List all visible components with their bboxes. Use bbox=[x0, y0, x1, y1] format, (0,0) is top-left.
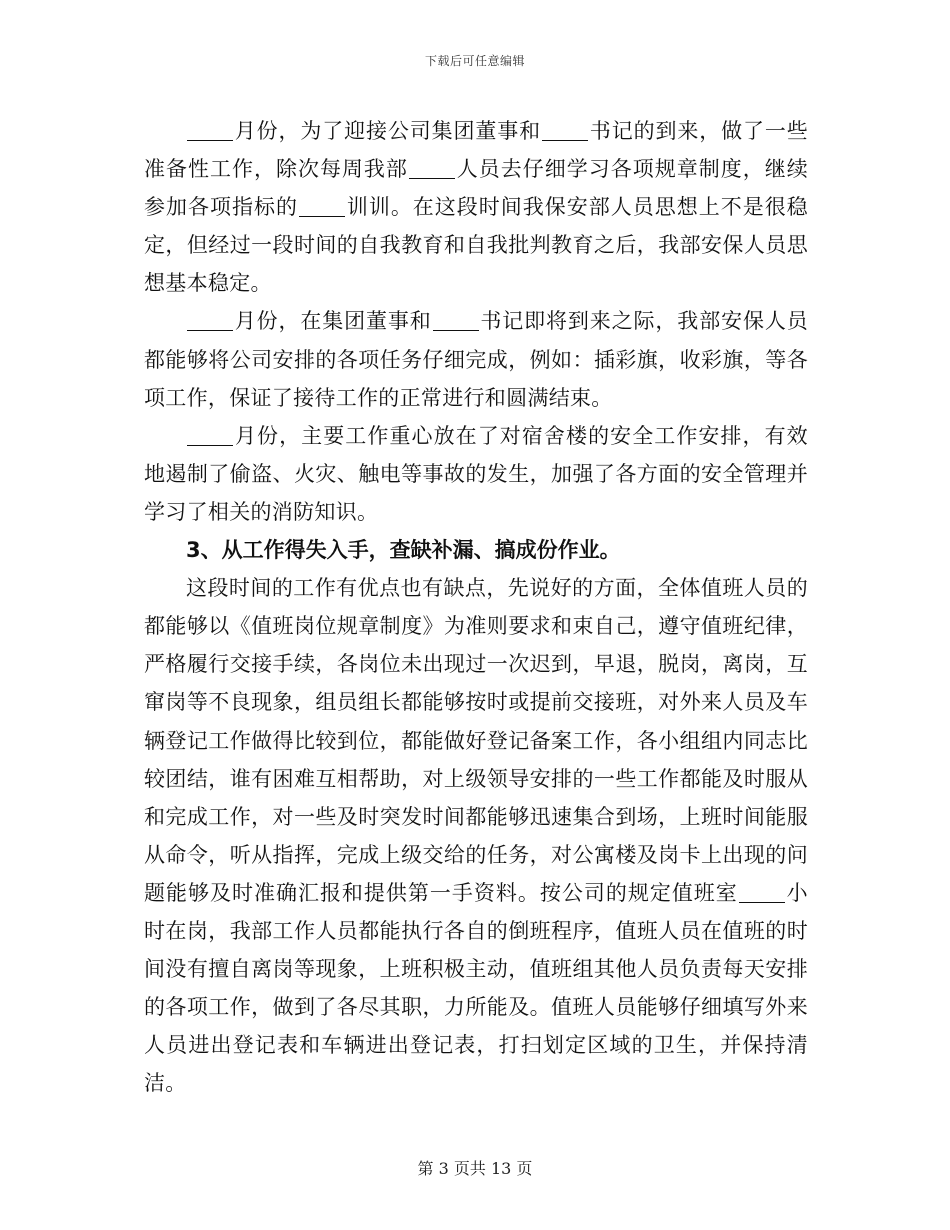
page-header: 下载后可任意编辑 bbox=[424, 54, 525, 68]
paragraph-4 bbox=[144, 569, 808, 1102]
paragraph-text: 训训。在这段时间我保安部人员思想上不是很稳定，但经过一段时间的自我教育和自我批判教育之后，我部安保人员思想基本稳定。 bbox=[144, 195, 808, 296]
fill-in-blank bbox=[409, 157, 455, 179]
paragraph-text: 小时在岗，我部工作人员都能执行各自的倒班程序，值班人员在值班的时间没有擅自离岗等现象，上班积极主动，值班组其他人员负责每天安排的各项工作，做到了各尽其职，力所能及。值班人员能够仔细填写外来人员进出登记表和车辆进出登记表，打扫划定区域的卫生，并保持清洁。 bbox=[144, 880, 808, 1096]
paragraph-text: 月份，为了迎接公司集团董事和 bbox=[234, 119, 542, 143]
fill-in-blank bbox=[299, 195, 345, 217]
page-footer: 第 3 页共 13 页 bbox=[417, 1159, 533, 1178]
paragraph-text: 月份，主要工作重心放在了对宿舍楼的安全工作安排，有效地遏制了偷盗、火灾、触电等事故的发生，加强了各方面的安全管理并学习了相关的消防知识。 bbox=[144, 423, 808, 524]
paragraph-text: 书记即将到来之际，我部安保人员都能够将公司安排的各项任务仔细完成，例如：插彩旗，收彩旗，等各项工作，保证了接待工作的正常进行和圆满结束。 bbox=[144, 309, 808, 410]
fill-in-blank bbox=[433, 309, 479, 331]
section-heading: 3、从工作得失入手，查缺补漏、搞成份作业。 bbox=[186, 538, 621, 563]
paragraph-text: 人员去仔细学习各项规章制度，继续参加各项指标的 bbox=[144, 157, 808, 220]
fill-in-blank bbox=[187, 119, 233, 141]
fill-in-blank bbox=[187, 424, 233, 446]
paragraph-2 bbox=[144, 302, 808, 416]
fill-in-blank bbox=[739, 881, 785, 903]
fill-in-blank bbox=[187, 309, 233, 331]
fill-in-blank bbox=[542, 119, 588, 141]
document-body bbox=[144, 112, 808, 1102]
paragraph-text: 月份，在集团董事和 bbox=[234, 309, 432, 334]
paragraph-1 bbox=[144, 112, 808, 302]
paragraph-text: 书记的到来，做了一些准备性工作，除次每周我部 bbox=[144, 119, 809, 182]
paragraph-3 bbox=[144, 417, 808, 531]
paragraph-text: 这段时间的工作有优点也有缺点，先说好的方面，全体值班人员的都能够以《值班岗位规章制度》为准则要求和束自己，遵守值班纪律，严格履行交接手续，各岗位未出现过一次迟到，早退，脱岗，离岗，互窜岗等不良现象，组员组长都能够按时或提前交接班，对外来人员及车辆登记工作做得比较到位，都能做好登记备案工作，各小组组内同志比较团结，谁有困难互相帮助，对上级领导安排的一些工作都能及时服从和完成工作，对一些及时突发时间都能够迅速集合到场，上班时间能服从命令，听从指挥，完成上级交给的任务，对公寓楼及岗卡上出现的问题能够及时准确汇报和提供第一手资料。按公司的规定值班室 bbox=[144, 576, 808, 905]
